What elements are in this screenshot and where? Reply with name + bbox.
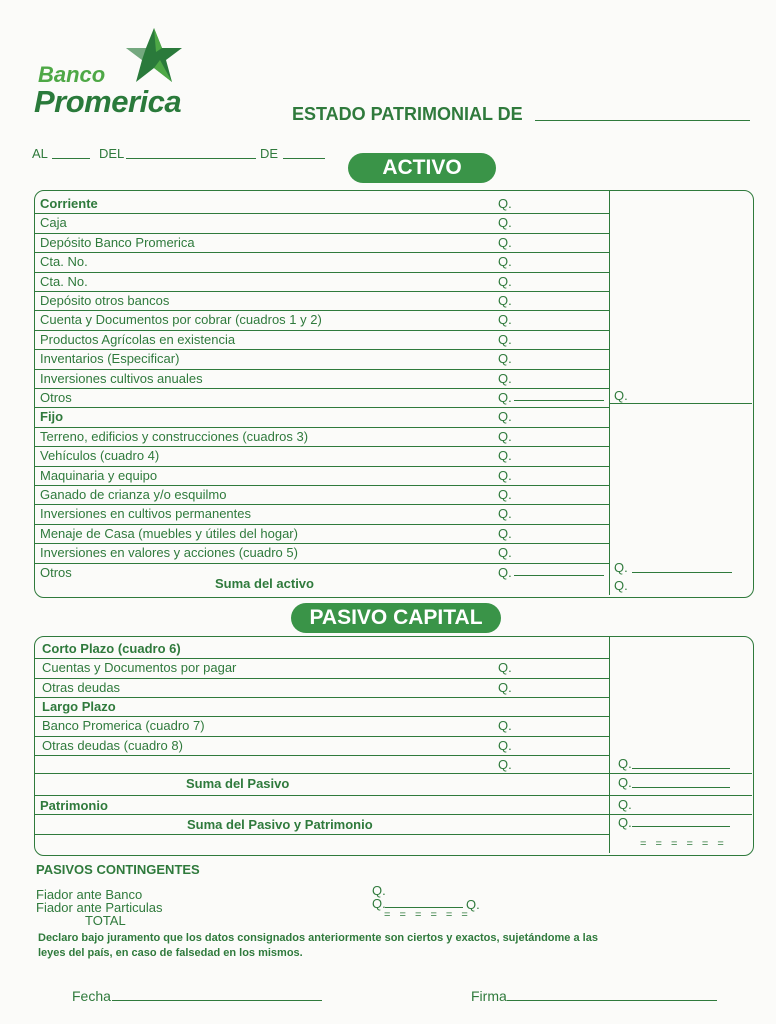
activo-row-q: Q. bbox=[498, 254, 512, 270]
de-field[interactable] bbox=[283, 158, 325, 159]
activo-row-label: Cta. No. bbox=[40, 273, 88, 289]
activo-row-q: Q. bbox=[498, 428, 512, 444]
pasivo-divider-1 bbox=[35, 773, 752, 774]
activo-row-label: Depósito otros bancos bbox=[40, 293, 170, 308]
suma-pasivo-patrimonio-label: Suma del Pasivo y Patrimonio bbox=[187, 817, 373, 832]
activo-row-q: Q. bbox=[498, 293, 512, 308]
activo-row-q: Q. bbox=[498, 448, 512, 464]
activo-heading: ACTIVO bbox=[348, 153, 496, 183]
suma-pasivo-field[interactable] bbox=[632, 787, 730, 788]
pasivo-row-q: Q. bbox=[498, 660, 512, 676]
activo-row-label: Corriente bbox=[40, 196, 98, 211]
activo-row-divider bbox=[35, 310, 609, 311]
activo-fijo-subtotal-q: Q. bbox=[614, 560, 628, 575]
activo-row-label: Otros bbox=[40, 564, 72, 580]
suma-pp-field[interactable] bbox=[632, 826, 730, 827]
activo-row-label: Terreno, edificios y construcciones (cuadros 3) bbox=[40, 428, 309, 444]
activo-row-label: Menaje de Casa (muebles y útiles del hogar) bbox=[40, 525, 298, 541]
activo-row-divider bbox=[35, 330, 609, 331]
logo-star-icon bbox=[116, 26, 182, 86]
activo-row-q: Q. bbox=[498, 351, 512, 367]
pasivo-row-q: Q. bbox=[498, 737, 512, 753]
activo-otros-field[interactable] bbox=[514, 400, 604, 401]
suma-pp-q: Q. bbox=[618, 815, 632, 830]
pasivo-row-divider bbox=[35, 697, 609, 698]
activo-row-q: Q. bbox=[498, 370, 512, 386]
activo-row-label: Maquinaria y equipo bbox=[40, 467, 158, 483]
pasivo-row-divider bbox=[35, 755, 609, 756]
contingentes-total-q: Q. bbox=[466, 897, 480, 912]
activo-row-divider bbox=[35, 369, 609, 370]
activo-row-q: Q. bbox=[498, 273, 512, 289]
pasivo-divider-3 bbox=[35, 814, 752, 815]
activo-row-label: Cta. No. bbox=[40, 254, 88, 270]
activo-right-divider bbox=[610, 403, 752, 404]
activo-otros2-field[interactable] bbox=[514, 575, 604, 576]
fiador-banco-q: Q. bbox=[372, 883, 386, 898]
pasivo-divider-4 bbox=[35, 834, 610, 835]
activo-total-q: Q. bbox=[614, 578, 628, 593]
pasivo-subtotal-q: Q. bbox=[618, 756, 632, 771]
pasivo-divider-2 bbox=[35, 795, 752, 796]
activo-row-divider bbox=[35, 291, 609, 292]
pasivo-row-q: Q. bbox=[498, 679, 512, 695]
pasivo-row-label: Corto Plazo (cuadro 6) bbox=[42, 641, 181, 656]
activo-row-label: Otros bbox=[40, 390, 72, 405]
fiador-particulas-q: Q. bbox=[372, 896, 386, 911]
page-title: ESTADO PATRIMONIAL DE bbox=[292, 104, 523, 124]
fiador-banco-label: Fiador ante Banco bbox=[36, 887, 143, 902]
activo-row-label: Caja bbox=[40, 215, 67, 231]
activo-row-divider bbox=[35, 233, 609, 234]
activo-row-q: Q. bbox=[498, 467, 512, 483]
pasivo-row-label: Cuentas y Documentos por pagar bbox=[42, 660, 237, 676]
activo-row-divider bbox=[35, 543, 609, 544]
title-fill-line[interactable] bbox=[535, 120, 750, 121]
fecha-field[interactable] bbox=[112, 1000, 322, 1001]
activo-row-label: Inversiones en cultivos permanentes bbox=[40, 506, 252, 522]
pasivo-row-label: Otras deudas bbox=[42, 679, 121, 695]
al-label: AL bbox=[32, 146, 48, 161]
pasivo-row-q: Q. bbox=[498, 718, 512, 734]
activo-row-q: Q. bbox=[498, 196, 512, 211]
pasivo-row-q: Q. bbox=[498, 756, 512, 772]
de-label: DE bbox=[260, 146, 279, 161]
activo-row-label: Cuenta y Documentos por cobrar (cuadros 1 y 2) bbox=[40, 312, 322, 328]
firma-field[interactable] bbox=[507, 1000, 717, 1001]
activo-column-divider bbox=[609, 191, 610, 595]
activo-row-q: Q. bbox=[498, 525, 512, 541]
firma-label: Firma bbox=[471, 988, 507, 1004]
activo-row-divider bbox=[35, 504, 609, 505]
activo-row-divider bbox=[35, 563, 609, 564]
del-field[interactable] bbox=[126, 158, 256, 159]
activo-row-divider bbox=[35, 349, 609, 350]
activo-row-q: Q. bbox=[498, 506, 512, 522]
logo-banco-text: Banco bbox=[38, 62, 106, 87]
activo-row-divider bbox=[35, 213, 609, 214]
pasivo-subtotal-field[interactable] bbox=[632, 768, 730, 769]
activo-row-label: Ganado de crianza y/o esquilmo bbox=[40, 487, 227, 502]
contingentes-total-label: TOTAL bbox=[85, 913, 126, 928]
patrimonio-q: Q. bbox=[618, 797, 632, 812]
activo-row-q: Q. bbox=[498, 487, 512, 502]
activo-row-label: Inversiones en valores y acciones (cuadro 5) bbox=[40, 545, 298, 561]
activo-row-label: Inversiones cultivos anuales bbox=[40, 370, 203, 386]
activo-corriente-subtotal-q: Q. bbox=[614, 388, 628, 403]
pasivo-column-divider bbox=[609, 637, 610, 853]
activo-row-q: Q. bbox=[498, 215, 512, 231]
activo-row-divider bbox=[35, 272, 609, 273]
suma-activo-label: Suma del activo bbox=[215, 576, 314, 591]
activo-row-label: Depósito Banco Promerica bbox=[40, 234, 195, 250]
activo-row-q: Q. bbox=[498, 564, 512, 580]
activo-row-divider bbox=[35, 485, 609, 486]
contingentes-double-underline: = = = = = = bbox=[384, 909, 471, 921]
suma-pasivo-label: Suma del Pasivo bbox=[186, 776, 290, 791]
fiador-particulas-field[interactable] bbox=[385, 907, 463, 908]
pasivo-row-divider bbox=[35, 658, 609, 659]
pasivo-row-divider bbox=[35, 736, 609, 737]
activo-row-q: Q. bbox=[498, 390, 512, 405]
activo-row-q: Q. bbox=[498, 331, 512, 347]
pasivo-row-label: Largo Plazo bbox=[42, 698, 116, 714]
contingentes-heading: PASIVOS CONTINGENTES bbox=[36, 862, 200, 877]
activo-row-q: Q. bbox=[498, 234, 512, 250]
activo-row-q: Q. bbox=[498, 409, 512, 425]
del-label: DEL bbox=[99, 146, 125, 161]
pasivo-row-label: Otras deudas (cuadro 8) bbox=[42, 737, 183, 753]
al-field[interactable] bbox=[52, 158, 90, 159]
activo-row-label: Vehículos (cuadro 4) bbox=[40, 448, 160, 464]
pasivo-row-divider bbox=[35, 716, 609, 717]
pasivo-row-label: Banco Promerica (cuadro 7) bbox=[42, 718, 205, 734]
pasivo-heading: PASIVO CAPITAL bbox=[291, 603, 501, 633]
declaracion-text: Declaro bajo juramento que los datos consignados anteriormente son ciertos y exactos, sujetándome a las leyes del país, en caso de falsedad en los mismos. bbox=[38, 932, 598, 959]
activo-row-divider bbox=[35, 466, 609, 467]
activo-row-divider bbox=[35, 427, 609, 428]
pasivo-row-divider bbox=[35, 678, 609, 679]
activo-row-divider bbox=[35, 446, 609, 447]
activo-row-label: Inventarios (Especificar) bbox=[40, 351, 180, 367]
activo-row-label: Fijo bbox=[40, 409, 64, 425]
activo-row-divider bbox=[35, 388, 609, 389]
suma-pasivo-q: Q. bbox=[618, 775, 632, 790]
activo-row-q: Q. bbox=[498, 545, 512, 561]
activo-row-divider bbox=[35, 252, 609, 253]
activo-row-label: Productos Agrícolas en existencia bbox=[40, 331, 236, 347]
patrimonio-label: Patrimonio bbox=[40, 798, 108, 813]
fecha-label: Fecha bbox=[72, 988, 111, 1004]
logo-promerica-text: Promerica bbox=[34, 84, 182, 119]
double-underline-mark: = = = = = = bbox=[640, 838, 727, 850]
fiador-particulas-label: Fiador ante Particulas bbox=[36, 900, 163, 915]
activo-row-q: Q. bbox=[498, 312, 512, 328]
activo-row-divider bbox=[35, 407, 609, 408]
activo-row-divider bbox=[35, 524, 609, 525]
activo-fijo-subtotal-field[interactable] bbox=[632, 572, 732, 573]
